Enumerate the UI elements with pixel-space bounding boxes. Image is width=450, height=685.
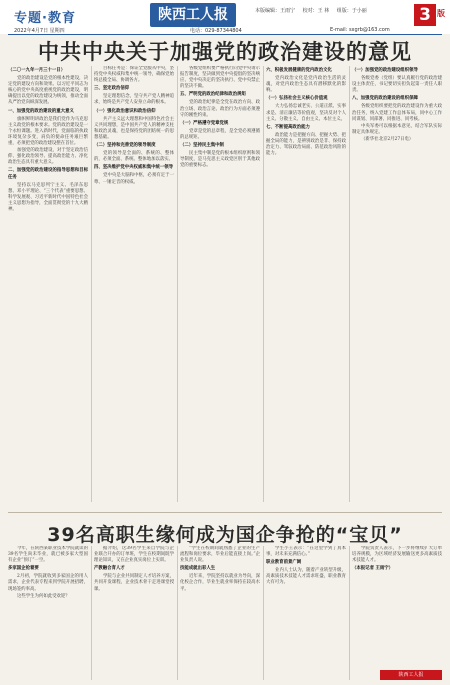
column-divider — [177, 546, 178, 680]
article2-column-1 — [8, 546, 88, 680]
article1-headline: 中共中央关于加强党的政治建设的意见 — [38, 40, 412, 64]
date-text: 2022年4月7日 星期四 — [14, 28, 65, 34]
subheading: 四、坚决维护党中央权威和集中统一领导 — [94, 165, 174, 171]
editor-credit: 本版编辑：王雨宁 — [255, 8, 296, 14]
subheading: （本报记者 王雨宁） — [352, 566, 394, 572]
article2-column-2 — [94, 546, 174, 680]
paragraph: 坚定理想信念，坚守共产党人精神追求，始终是共产党人安身立命的根本。 — [94, 94, 174, 106]
subheading: 产教融合育人才 — [94, 566, 125, 572]
column-divider — [263, 546, 264, 680]
email-text: E-mail: sxgrb@163.com — [330, 27, 390, 33]
subheading: 多家国企抢着要 — [8, 566, 39, 572]
subheading: 五、严明党的政治纪律和政治规矩 — [180, 92, 246, 98]
column-divider — [91, 546, 92, 680]
article-separator — [8, 512, 442, 513]
subheading: （二）坚持和完善党的领导制度 — [94, 143, 156, 149]
article1-column-2 — [94, 66, 174, 502]
article1-column-3 — [180, 66, 260, 502]
column-divider — [91, 66, 92, 502]
article2-column-5 — [352, 546, 442, 666]
paragraph: 民主集中制是党的根本组织原则和领导制度，是马克思主义政党区别于其他政党的重要标志。 — [180, 151, 260, 169]
article2-headline: 39名高职生缘何成为国企争抢的“宝贝” — [47, 524, 403, 546]
paragraph: 各级党委（党组）要认真履行党的政治建设主体责任，书记要切实担负起第一责任人职责。 — [352, 76, 442, 94]
subheading: （一）强化政治意识和政治信仰 — [94, 108, 156, 114]
masthead-rule — [8, 34, 442, 35]
paragraph: 党的政治建设是党的根本性建设，决定党的建设方向和效果。以习近平同志为核心的党中央高度重视党的政治建设，明确提出以党的政治建设为统领，推动全面从严治党向纵深发展。 — [8, 76, 88, 106]
paragraph: 旗帜鲜明讲政治是我们党作为马克思主义政党的根本要求。党的政治建设是一个永恒课题。进入新时代，党面临的执政环境复杂多变，肩负的使命任务艰巨繁重，必须把党的政治建设摆在首位。 — [8, 116, 88, 147]
subheading: 六、积极发展健康的党内政治文化 — [266, 68, 332, 73]
phone-text: 电话：029-87344804 — [190, 28, 242, 34]
article1-column-1 — [8, 66, 88, 502]
paragraph: 政治能力是把握方向、把握大势、把握全局的能力，是辨别政治是非、保持政治定力、驾驭政治局面、防范政治风险的能力。 — [266, 132, 346, 157]
section-title: 专题·教育 — [14, 11, 76, 26]
paragraph: 学生小王表示：“在这里学到了真本事，对未来充满信心。” — [266, 546, 346, 558]
paragraph: 各级党组织要把党的政治建设作为重大政治任务，纳入党建工作总体布局，同中心工作同谋划、同部署、同推进、同考核。 — [352, 104, 442, 122]
subheading: 技能成就出彩人生 — [180, 566, 216, 572]
subheading: 三、坚定政治信仰 — [94, 86, 130, 92]
paragraph: 目标任务是：保证全党服从中央，坚持党中央权威和集中统一领导，确保党始终总揽全局、协调各方。 — [94, 66, 174, 84]
paragraph: 党的领导是全面的、系统的、整体的，必须全面、系统、整体地加以落实。 — [94, 151, 174, 163]
page-label: 版 — [437, 9, 445, 18]
paragraph: 党的政治纪律是全党在政治方向、政治立场、政治言论、政治行为方面必须遵守的刚性约束。 — [180, 100, 260, 118]
paragraph: 党章是党的总章程，是全党必须遵循的总规矩。 — [180, 128, 260, 140]
subheading: （二〇一九年一月三十一日） — [8, 68, 66, 73]
paragraph: 学院与企业共同制定人才培养方案，共同开发课程，企业技术骨干走进课堂授课。 — [94, 574, 174, 592]
proof-credit: 校对：王 林 — [302, 8, 330, 14]
subheading: 八、加强党的政治建设的组织保障 — [352, 96, 418, 102]
paragraph: 党内政治文化是党内政治生活的灵魂，对党内政治生态具有潜移默化的影响。 — [266, 76, 346, 94]
paragraph: 大力弘扬忠诚老实、公道正派、实事求是、清正廉洁等价值观，坚决反对个人主义、分散主义、自由主义、本位主义。 — [266, 104, 346, 122]
paragraph: 党中央是大脑和中枢，必须有定于一尊、一锤定音的权威。 — [94, 173, 174, 185]
paragraph: 2月初，学院就收到多家国企的用人需求，企业代表专程来到学院开展招聘，现场签约率高。 — [8, 574, 88, 592]
column-divider — [349, 66, 350, 502]
column-divider — [349, 546, 350, 680]
footer-tag: 陕西工人报 — [380, 670, 442, 680]
paragraph: 中央军委可以根据本意见，结合军队实际制定具体规定。 — [352, 123, 442, 135]
article2-column-4 — [266, 546, 346, 680]
paragraph: 今年，在陕西某职业技术学院就读的39名学生尚未毕业，就已被多家大型国有企业“预订”一空。 — [8, 546, 88, 564]
paragraph: 加强党的政治建设，对于坚定政治信仰、强化政治领导、提高政治能力、净化政治生态具有重大意义。 — [8, 148, 88, 166]
column-divider — [177, 66, 178, 502]
subheading: （一）加强党的政治建设组织领导 — [352, 68, 418, 73]
subheading: （二）坚持民主集中制 — [180, 143, 224, 149]
paper-logo: 陕西工人报 — [150, 3, 236, 27]
page-number: 3 — [414, 4, 436, 26]
paragraph: 据介绍，这39名学生来自学院与企业联合开办的订单班，学生在校期间既学理论知识，又在企业真实岗位上实训。 — [94, 546, 174, 564]
column-divider — [263, 66, 264, 502]
article2-column-3 — [180, 546, 260, 680]
subheading: 一、加强党的政治建设的重大意义 — [8, 108, 74, 114]
paragraph: 各级党组织要严格执行向党中央请示报告制度，坚决做到党中央提倡的坚决响应、党中央决定的坚决执行、党中央禁止的坚决不做。 — [180, 66, 260, 90]
paragraph: 近年来，学院坚持以就业为导向，深化校企合作，毕业生就业率保持在较高水平。 — [180, 574, 260, 592]
paragraph: 坚持以马克思列宁主义、毛泽东思想、邓小平理论、“三个代表”重要思想、科学发展观、习近平新时代中国特色社会主义思想为指导，全面贯彻党的十九大精神。 — [8, 182, 88, 212]
subheading: 职业教育前景广阔 — [266, 560, 302, 566]
article1-column-5 — [352, 66, 442, 502]
dateline — [0, 25, 450, 34]
paragraph: “学生在校期间就熟悉了企业的生产流程和岗位要求，毕业后能直接上岗。”企业负责人说。 — [180, 546, 260, 564]
subheading: （一）严格遵守党章党规 — [180, 120, 229, 126]
paragraph: 业内人士认为，随着产业转型升级，高素质技术技能人才需求旺盛，职业教育大有可为。 — [266, 568, 346, 586]
subheading: （一）弘扬社会主义核心价值观 — [266, 96, 328, 102]
paragraph: 学院负责人表示，下一步将继续扩大订单培养规模，为区域经济发展输送更多高素质技术技能人才。 — [352, 546, 442, 564]
paragraph: 这些学生为何如此受欢迎？ — [17, 593, 70, 599]
design-credit: 组版：于小丽 — [336, 8, 367, 14]
paragraph: 共产主义远大理想和中国特色社会主义共同理想，是中国共产党人的精神支柱和政治灵魂，也是保持党的团结统一的思想基础。 — [94, 116, 174, 140]
subheading: 七、不断提高政治能力 — [266, 124, 310, 130]
paragraph: （新华社北京2月27日电） — [361, 136, 414, 142]
staff-credits — [255, 7, 373, 14]
article1-column-4 — [266, 66, 346, 502]
subheading: 二、加强党的政治建设的指导思想和目标任务 — [8, 168, 88, 180]
